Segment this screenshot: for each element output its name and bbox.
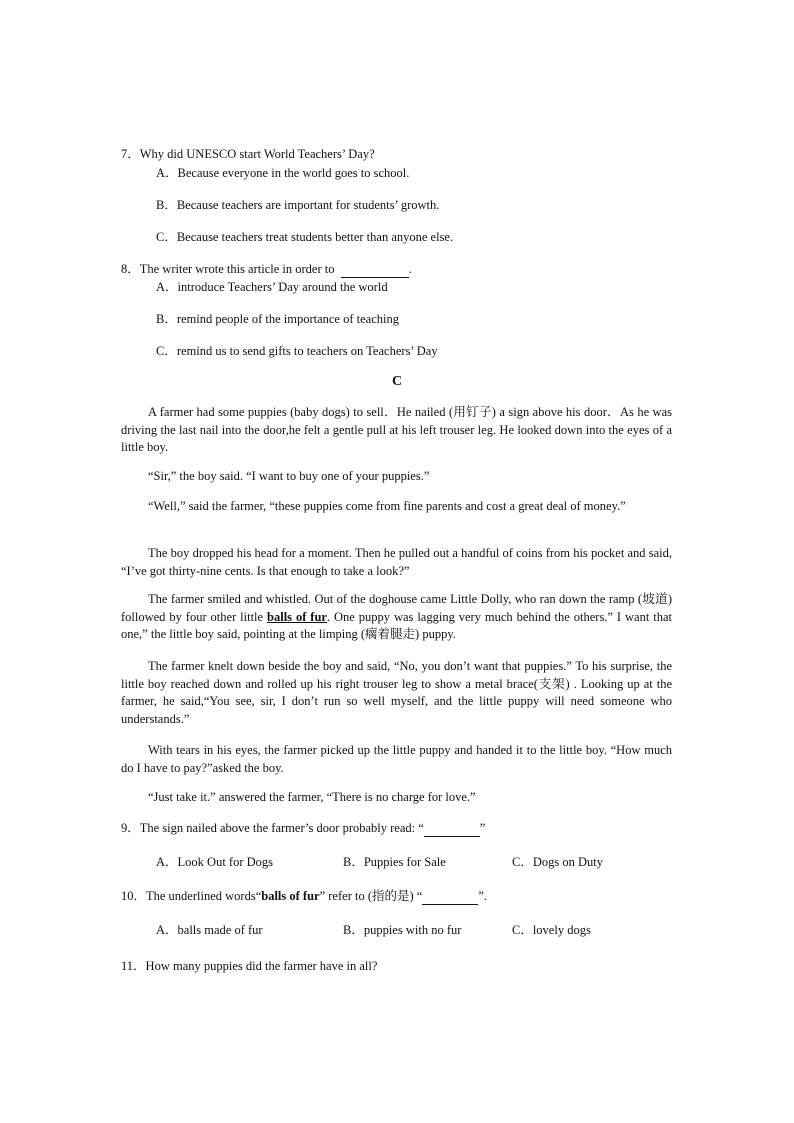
question-9-stem-end: ” [479,821,486,835]
passage-paragraph-2 [121,468,672,486]
question-9-option-c: C．Dogs on Duty [512,855,603,869]
question-9-stem [121,820,485,837]
passage-paragraph-4 [121,545,672,580]
question-10-stem-end: ”. [478,889,488,903]
passage-paragraph-6 [121,658,672,728]
question-8-option-c: C．remind us to send gifts to teachers on Teachers’ Day [156,344,438,358]
passage-paragraph-7-text: With tears in his eyes, the farmer picked up the little puppy and handed it to the little boy. “How much do I have to pay?”asked the boy. [121,743,672,775]
question-7-option-c: C．Because teachers treat students better than anyone else. [156,230,454,244]
passage-paragraph-5-text-after: . One puppy was lagging very much behind the others.” I want that one,” the little boy said, pointing at the limping (瘸着腿走) puppy. [121,609,672,641]
underlined-phrase: balls of fur [267,609,327,624]
question-9-option-a: A．Look Out for Dogs [156,855,274,869]
question-8-stem-text: 8．The writer wrote this article in order to [121,262,335,276]
question-8-stem [121,261,412,278]
question-10-option-a: A．balls made of fur [156,923,263,937]
question-7-stem: 7．Why did UNESCO start World Teachers’ Day? [121,147,375,161]
question-7-option-b: B．Because teachers are important for students’ growth. [156,198,440,212]
answer-blank [422,888,478,905]
passage-paragraph-5-text-before: The farmer smiled and whistled. Out of the doghouse came Little Dolly, who ran down the ramp (坡道) followed by four other little [121,592,672,624]
passage-paragraph-3-text: “Well,” said the farmer, “these puppies come from fine parents and cost a great deal of money.” [148,499,626,513]
passage-paragraph-8-text: “Just take it.” answered the farmer, “There is no charge for love.” [148,790,476,804]
passage-paragraph-2-text: “Sir,” the boy said. “I want to buy one of your puppies.” [148,469,430,483]
question-10-stem [121,888,487,905]
passage-paragraph-5 [121,591,672,644]
passage-paragraph-8 [121,789,672,807]
question-10-stem-before: 10．The underlined words“ [121,889,262,903]
section-title: C [391,374,403,389]
passage-paragraph-3 [121,498,672,516]
question-9-stem-text: 9．The sign nailed above the farmer’s door probably read: “ [121,821,424,835]
question-10-option-b: B．puppies with no fur [343,923,462,937]
question-10-stem-bold: balls of fur [261,889,320,903]
question-8-stem-end: . [408,262,412,276]
passage-paragraph-6-text: The farmer knelt down beside the boy and said, “No, you don’t want that puppies.” To his surprise, the little boy reached down and rolled up his right trouser leg to show a metal brace(支架) . Looking up at the farmer, he said,“You see, sir, I don’t run so well myself, and the little puppy will need someone who understands.” [121,659,672,726]
question-9-option-b: B．Puppies for Sale [343,855,446,869]
passage-paragraph-4-text: The boy dropped his head for a moment. Then he pulled out a handful of coins from his pocket and said, “I’ve got thirty-nine cents. Is that enough to take a look?” [121,546,672,578]
question-8-option-a: A．introduce Teachers’ Day around the world [156,280,388,294]
answer-blank [341,261,409,278]
passage-paragraph-1-text: A farmer had some puppies (baby dogs) to sell．He nailed (用钉子) a sign above his door．As he was driving the last nail into the door,he felt a gentle pull at his left trouser leg. He looked down into the eyes of a little boy. [121,405,672,454]
question-8-option-b: B．remind people of the importance of teaching [156,312,399,326]
question-7-option-a: A．Because everyone in the world goes to school. [156,166,410,180]
question-10-stem-mid: ” refer to (指的是) “ [319,889,423,903]
passage-paragraph-1 [121,404,672,457]
question-10-option-c: C．lovely dogs [512,923,591,937]
answer-blank [424,820,480,837]
passage-paragraph-7 [121,742,672,777]
question-11-stem: 11．How many puppies did the farmer have in all? [121,959,378,973]
